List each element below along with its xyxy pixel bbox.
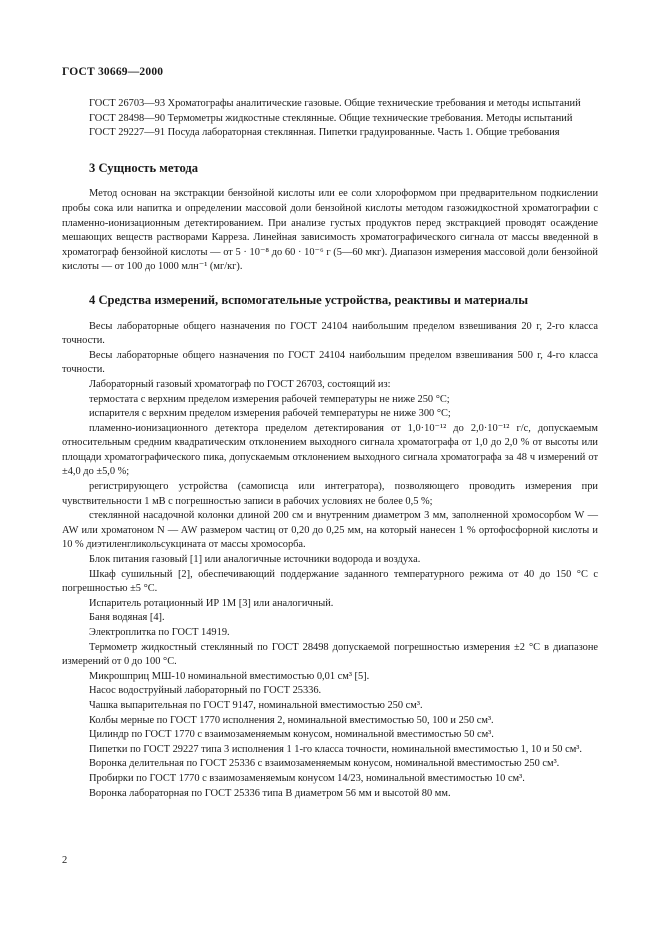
document-header: ГОСТ 30669—2000 [62, 66, 164, 78]
equipment-item: регистрирующего устройства (самописца или интегратора), позволяющего проводить измерения при чувствительности 1 мВ с погрешностью записи в рабочих условиях не более 0,5 %; [62, 481, 598, 507]
equipment-item: стеклянной насадочной колонки длиной 200 см и внутренним диаметром 3 мм, заполненной хромосорбом W — AW или хроматоном N — AW размером частиц от 0,20 до 0,25 мм, на который нанесен 1 % ортофосфорной кислоты и 10 % диэтиленгликольсукцината от массы хромосорба. [62, 510, 598, 551]
section-3-text: Метод основан на экстракции бензойной кислоты или ее соли хлороформом при предварительном подкислении пробы сока или напитка и определении массовой доли бензойной кислоты методом газожидкостной хроматографии с пламенно-ионизационным детектированием. При анализе густых продуктов перед экстракцией проводят осаждение мешающих веществ растворами Карреза. Линейная зависимость хроматографического сигнала от массы введенной в хроматограф бензойной кислоты — от 5 · 10⁻⁸ до 60 · 10⁻⁶ г (5—60 мкг). Диапазон измерения массовой доли бензойной кислоты — от 100 до 1000 млн⁻¹ (мг/кг). [62, 188, 598, 273]
reference-item: ГОСТ 28498—90 Термометры жидкостные стеклянные. Общие технические требования. Методы испытаний [89, 112, 573, 124]
equipment-item: Колбы мерные по ГОСТ 1770 исполнения 2, номинальной вместимостью 50, 100 и 250 см³. [89, 714, 494, 726]
equipment-item: Электроплитка по ГОСТ 14919. [89, 627, 230, 638]
equipment-item: Воронка делительная по ГОСТ 25336 с взаимозаменяемым конусом, номинальной вместимостью 250 см³. [89, 758, 560, 770]
equipment-item: Чашка выпарительная по ГОСТ 9147, номинальной вместимостью 250 см³. [89, 699, 423, 711]
equipment-item: Шкаф сушильный [2], обеспечивающий поддержание заданного температурного режима от 40 до 150 °С с погрешностью ±5 °С. [62, 568, 598, 595]
document-body [62, 97, 598, 801]
equipment-item: Весы лабораторные общего назначения по ГОСТ 24104 наибольшим пределом взвешивания 500 г, 4-го класса точности. [62, 349, 598, 376]
equipment-item: Блок питания газовый [1] или аналогичные источники водорода и воздуха. [89, 554, 421, 566]
equipment-item: Весы лабораторные общего назначения по ГОСТ 24104 наибольшим пределом взвешивания 20 г, 2-го класса точности. [62, 320, 598, 347]
reference-item: ГОСТ 26703—93 Хроматографы аналитические газовые. Общие технические требования и методы испытаний [89, 98, 581, 109]
reference-item: ГОСТ 29227—91 Посуда лабораторная стеклянная. Пипетки градуированные. Часть 1. Общие требования [89, 127, 560, 139]
equipment-item: Испаритель ротационный ИР 1М [3] или аналогичный. [89, 597, 334, 609]
section-3-title: 3 Сущность метода [89, 160, 199, 175]
equipment-item: Термометр жидкостный стеклянный по ГОСТ 28498 допускаемой погрешностью измерения ±2 °С в диапазоне измерений от 0 до 100 °С. [62, 641, 598, 668]
equipment-item: Воронка лабораторная по ГОСТ 25336 типа В диаметром 56 мм и высотой 80 мм. [89, 787, 451, 799]
equipment-item: термостата с верхним пределом измерения рабочей температуры не ниже 250 °С; [89, 393, 450, 405]
section-4-title: 4 Средства измерений, вспомогательные устройства, реактивы и материалы [89, 292, 529, 307]
equipment-item: Баня водяная [4]. [89, 612, 165, 624]
page-number: 2 [62, 855, 68, 866]
equipment-item: Насос водоструйный лабораторный по ГОСТ 25336. [89, 685, 322, 697]
equipment-item: испарителя с верхним пределом измерения рабочей температуры не ниже 300 °С; [89, 408, 451, 420]
equipment-item: Цилиндр по ГОСТ 1770 с взаимозаменяемым конусом, номинальной вместимостью 50 см³. [89, 729, 494, 741]
equipment-item: пламенно-ионизационного детектора пределом детектирования от 1,0·10⁻¹² до 2,0·10⁻¹² г/с, допускаемым относительным средним квадратическим отклонением выходного сигнала хроматографа от 1,0 до 2,0 % от высоты или площади хроматографического пика, допускаемым отклонением выходного сигнала хроматографа за 48 ч измерений от ±4,0 до ±5,0 %; [62, 422, 598, 478]
equipment-item: Микрошприц МШ-10 номинальной вместимостью 0,01 см³ [5]. [89, 670, 370, 682]
equipment-item: Пробирки по ГОСТ 1770 с взаимозаменяемым конусом 14/23, номинальной вместимостью 10 см³. [89, 772, 525, 784]
equipment-item: Лабораторный газовый хроматограф по ГОСТ 26703, состоящий из: [89, 378, 391, 390]
equipment-item: Пипетки по ГОСТ 29227 типа 3 исполнения 1 1-го класса точности, номинальной вместимостью 1, 10 и 50 см³. [89, 743, 582, 755]
